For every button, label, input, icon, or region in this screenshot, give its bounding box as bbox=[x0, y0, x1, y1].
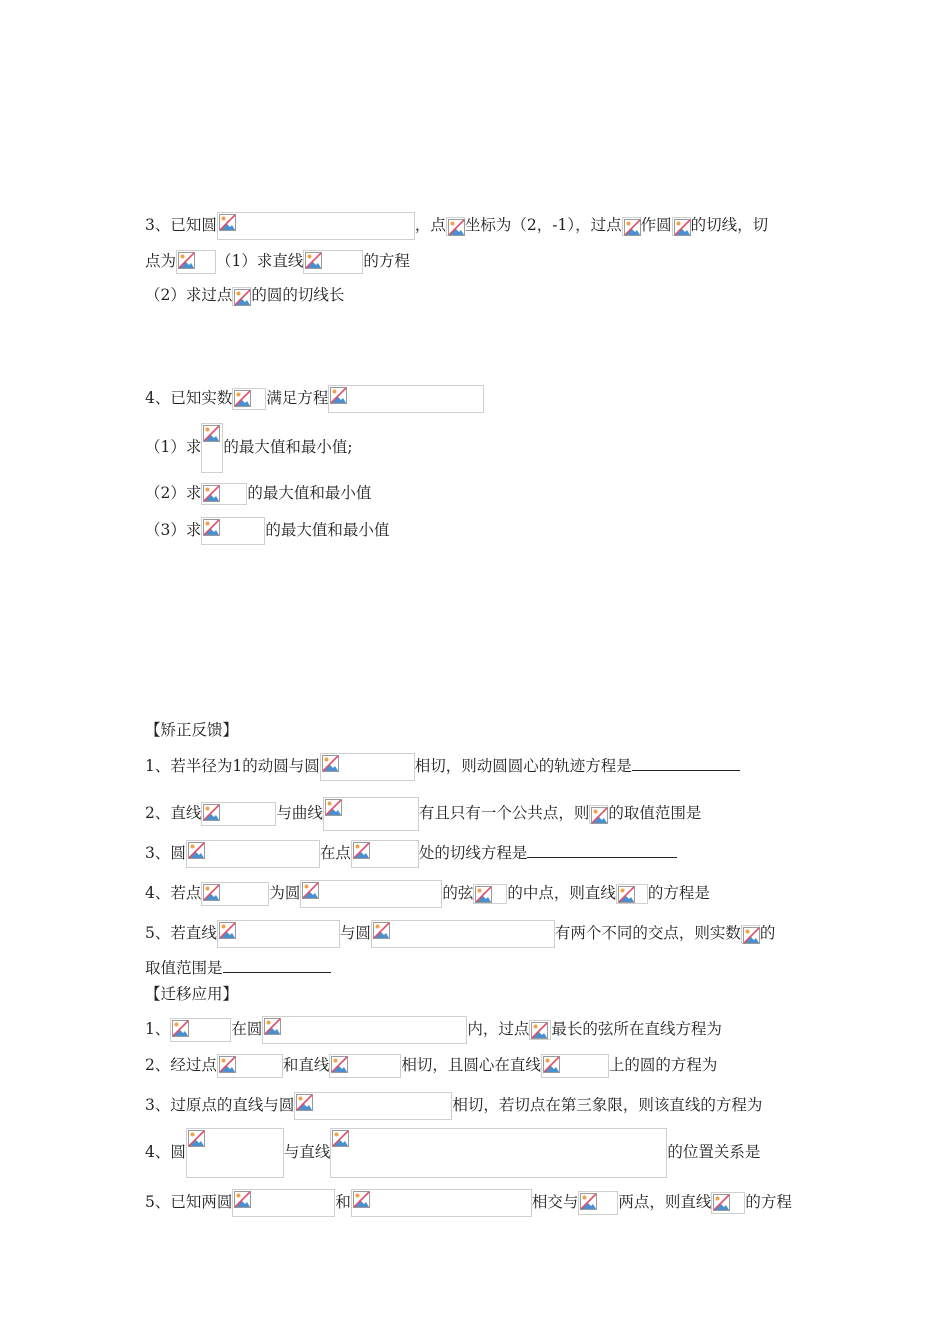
formula-image bbox=[201, 423, 223, 473]
formula-image bbox=[578, 1191, 618, 1215]
tr5-text-4: 两点，则直线 bbox=[618, 1193, 712, 1211]
broken-image-icon bbox=[203, 519, 220, 536]
q3-text-9: （2）求过点 bbox=[145, 286, 233, 304]
broken-image-icon bbox=[743, 927, 760, 944]
formula-image bbox=[330, 1128, 667, 1178]
broken-image-icon bbox=[219, 1056, 236, 1073]
broken-image-icon bbox=[543, 1056, 560, 1073]
formula-image bbox=[672, 217, 691, 236]
broken-image-icon bbox=[305, 252, 322, 269]
formula-image bbox=[589, 805, 608, 824]
q3-text-4: 作圆 bbox=[640, 216, 672, 234]
formula-image bbox=[741, 925, 760, 944]
fb1-text-2: 相切，则动圆圆心的轨迹方程是 bbox=[414, 757, 632, 775]
fb1-text-1: 1、若半径为1的动圆与圆 bbox=[145, 757, 320, 775]
broken-image-icon bbox=[219, 214, 236, 231]
tr1-text-4: 最长的弦所在直线方程为 bbox=[551, 1020, 722, 1038]
formula-image bbox=[320, 753, 415, 781]
tr4-text-3: 的位置关系是 bbox=[667, 1143, 761, 1161]
broken-image-icon bbox=[325, 799, 342, 816]
fb4-text-1: 4、若点 bbox=[145, 884, 202, 902]
broken-image-icon bbox=[203, 485, 220, 502]
fb3-text-3: 处的切线方程是 bbox=[418, 844, 528, 862]
section-title-feedback: 【矫正反馈】 bbox=[145, 721, 239, 739]
tr4-text-2: 与直线 bbox=[283, 1143, 331, 1161]
fb4-text-5: 的方程是 bbox=[647, 884, 710, 902]
q3-text-7: （1）求直线 bbox=[216, 252, 304, 270]
q4-text-8: 的最大值和最小值 bbox=[265, 521, 390, 539]
formula-image bbox=[262, 1016, 467, 1044]
broken-image-icon bbox=[203, 425, 220, 442]
feedback-item-4 bbox=[145, 880, 710, 908]
fb3-text-1: 3、圆 bbox=[145, 844, 186, 862]
broken-image-icon bbox=[331, 1056, 348, 1073]
transfer-item-2 bbox=[145, 1054, 717, 1078]
broken-image-icon bbox=[264, 1018, 281, 1035]
formula-image bbox=[323, 797, 419, 831]
broken-image-icon bbox=[624, 219, 641, 236]
tr5-text-5: 的方程 bbox=[745, 1193, 792, 1211]
broken-image-icon bbox=[296, 1094, 313, 1111]
fb4-text-4: 的中点，则直线 bbox=[507, 884, 616, 902]
formula-image bbox=[329, 1054, 401, 1078]
q4-text-6: 的最大值和最小值 bbox=[247, 484, 372, 502]
feedback-item-2 bbox=[145, 797, 701, 831]
broken-image-icon bbox=[234, 390, 251, 407]
q4-part2 bbox=[145, 483, 371, 505]
broken-image-icon bbox=[373, 922, 390, 939]
formula-image bbox=[446, 217, 465, 236]
broken-image-icon bbox=[203, 804, 220, 821]
tr3-text-2: 相切，若切点在第三象限，则该直线的方程为 bbox=[452, 1096, 763, 1114]
q4-part3 bbox=[145, 517, 389, 545]
formula-image bbox=[541, 1054, 609, 1078]
broken-image-icon bbox=[531, 1022, 548, 1039]
fb2-text-4: 的取值范围是 bbox=[608, 804, 702, 822]
fb5-text-2: 与圆 bbox=[339, 924, 371, 942]
transfer-item-3 bbox=[145, 1092, 762, 1120]
fb4-text-2: 为圆 bbox=[269, 884, 301, 902]
broken-image-icon bbox=[178, 252, 195, 269]
q3-text-1: 3、已知圆 bbox=[145, 216, 217, 234]
broken-image-icon bbox=[203, 884, 220, 901]
q3-text-5: 的切线，切 bbox=[690, 216, 769, 234]
q3-text-2: ，点 bbox=[414, 216, 446, 234]
formula-image bbox=[351, 840, 419, 868]
broken-image-icon bbox=[188, 842, 205, 859]
tr4-text-1: 4、圆 bbox=[145, 1143, 186, 1161]
feedback-item-3 bbox=[145, 840, 677, 868]
q3-line3 bbox=[145, 285, 344, 306]
answer-blank bbox=[223, 956, 331, 973]
broken-image-icon bbox=[591, 807, 608, 824]
formula-image bbox=[201, 882, 269, 906]
q4-part1 bbox=[145, 423, 353, 473]
answer-blank bbox=[632, 754, 740, 771]
formula-image bbox=[300, 880, 442, 908]
broken-image-icon bbox=[674, 219, 691, 236]
broken-image-icon bbox=[353, 842, 370, 859]
broken-image-icon bbox=[353, 1191, 370, 1208]
broken-image-icon bbox=[618, 886, 635, 903]
broken-image-icon bbox=[322, 755, 339, 772]
formula-image bbox=[351, 1189, 532, 1217]
tr5-text-1: 5、已知两圆 bbox=[145, 1193, 233, 1211]
q3-text-10: 的圆的切线长 bbox=[251, 286, 345, 304]
transfer-item-5 bbox=[145, 1189, 792, 1217]
section-title-transfer: 【迁移应用】 bbox=[145, 985, 239, 1003]
fb5-text-3: 有两个不同的交点，则实数 bbox=[554, 924, 741, 942]
broken-image-icon bbox=[188, 1130, 205, 1147]
formula-image bbox=[201, 483, 247, 505]
q4-text-3: （1）求 bbox=[145, 438, 202, 456]
answer-blank bbox=[527, 841, 677, 858]
formula-image bbox=[186, 1128, 284, 1178]
transfer-item-1 bbox=[145, 1016, 722, 1044]
formula-image bbox=[232, 388, 266, 410]
fb2-text-3: 有且只有一个公共点，则 bbox=[418, 804, 590, 822]
formula-image bbox=[232, 1189, 335, 1217]
q4-text-5: （2）求 bbox=[145, 484, 202, 502]
fb3-text-2: 在点 bbox=[319, 844, 351, 862]
broken-image-icon bbox=[234, 1191, 251, 1208]
fb5-text-4: 的 bbox=[759, 924, 776, 942]
fb5-text-5: 取值范围是 bbox=[145, 959, 223, 977]
formula-image bbox=[303, 250, 363, 274]
broken-image-icon bbox=[713, 1194, 730, 1211]
broken-image-icon bbox=[580, 1193, 597, 1210]
broken-image-icon bbox=[172, 1020, 189, 1037]
fb2-text-1: 2、直线 bbox=[145, 804, 202, 822]
formula-image bbox=[529, 1020, 551, 1040]
fb4-text-3: 的弦 bbox=[442, 884, 474, 902]
tr2-text-4: 上的圆的方程为 bbox=[608, 1056, 718, 1074]
tr2-text-1: 2、经过点 bbox=[145, 1056, 217, 1074]
q4-line1 bbox=[145, 385, 484, 413]
formula-image bbox=[217, 212, 415, 240]
broken-image-icon bbox=[219, 922, 236, 939]
q4-text-7: （3）求 bbox=[145, 521, 202, 539]
broken-image-icon bbox=[332, 1130, 349, 1147]
feedback-item-5 bbox=[145, 920, 775, 948]
tr2-text-2: 和直线 bbox=[282, 1056, 330, 1074]
formula-image bbox=[328, 385, 484, 413]
formula-image bbox=[616, 884, 648, 904]
broken-image-icon bbox=[448, 219, 465, 236]
feedback-item-1 bbox=[145, 753, 740, 781]
tr5-text-3: 相交与 bbox=[531, 1193, 579, 1211]
formula-image bbox=[217, 920, 340, 948]
formula-image bbox=[711, 1192, 745, 1214]
formula-image bbox=[622, 217, 641, 236]
formula-image bbox=[473, 884, 507, 904]
q3-text-3: 坐标为（2，-1），过点 bbox=[464, 216, 622, 234]
q3-line1 bbox=[145, 212, 768, 240]
tr5-text-2: 和 bbox=[335, 1193, 351, 1211]
q4-text-4: 的最大值和最小值; bbox=[223, 438, 353, 456]
formula-image bbox=[170, 1018, 231, 1042]
feedback-item-5-cont bbox=[145, 956, 331, 978]
tr3-text-1: 3、过原点的直线与圆 bbox=[145, 1096, 295, 1114]
formula-image bbox=[186, 840, 320, 868]
tr1-text-2: 在圆 bbox=[231, 1020, 263, 1038]
q3-line2 bbox=[145, 250, 410, 274]
formula-image bbox=[371, 920, 555, 948]
q4-text-1: 4、已知实数 bbox=[145, 389, 233, 407]
formula-image bbox=[176, 250, 216, 274]
formula-image bbox=[201, 517, 265, 545]
broken-image-icon bbox=[330, 387, 347, 404]
formula-image bbox=[201, 802, 276, 826]
formula-image bbox=[232, 287, 251, 306]
q3-text-6: 点为 bbox=[145, 252, 177, 270]
tr2-text-3: 相切，且圆心在直线 bbox=[401, 1056, 541, 1074]
tr1-text-3: 内，过点 bbox=[467, 1020, 530, 1038]
fb5-text-1: 5、若直线 bbox=[145, 924, 217, 942]
formula-image bbox=[217, 1054, 283, 1078]
tr1-text-1: 1、 bbox=[145, 1020, 171, 1038]
transfer-item-4 bbox=[145, 1128, 760, 1178]
broken-image-icon bbox=[234, 289, 251, 306]
q3-text-8: 的方程 bbox=[363, 252, 410, 270]
broken-image-icon bbox=[475, 886, 492, 903]
formula-image bbox=[294, 1092, 452, 1120]
q4-text-2: 满足方程 bbox=[266, 389, 329, 407]
broken-image-icon bbox=[302, 882, 319, 899]
fb2-text-2: 与曲线 bbox=[276, 804, 323, 822]
